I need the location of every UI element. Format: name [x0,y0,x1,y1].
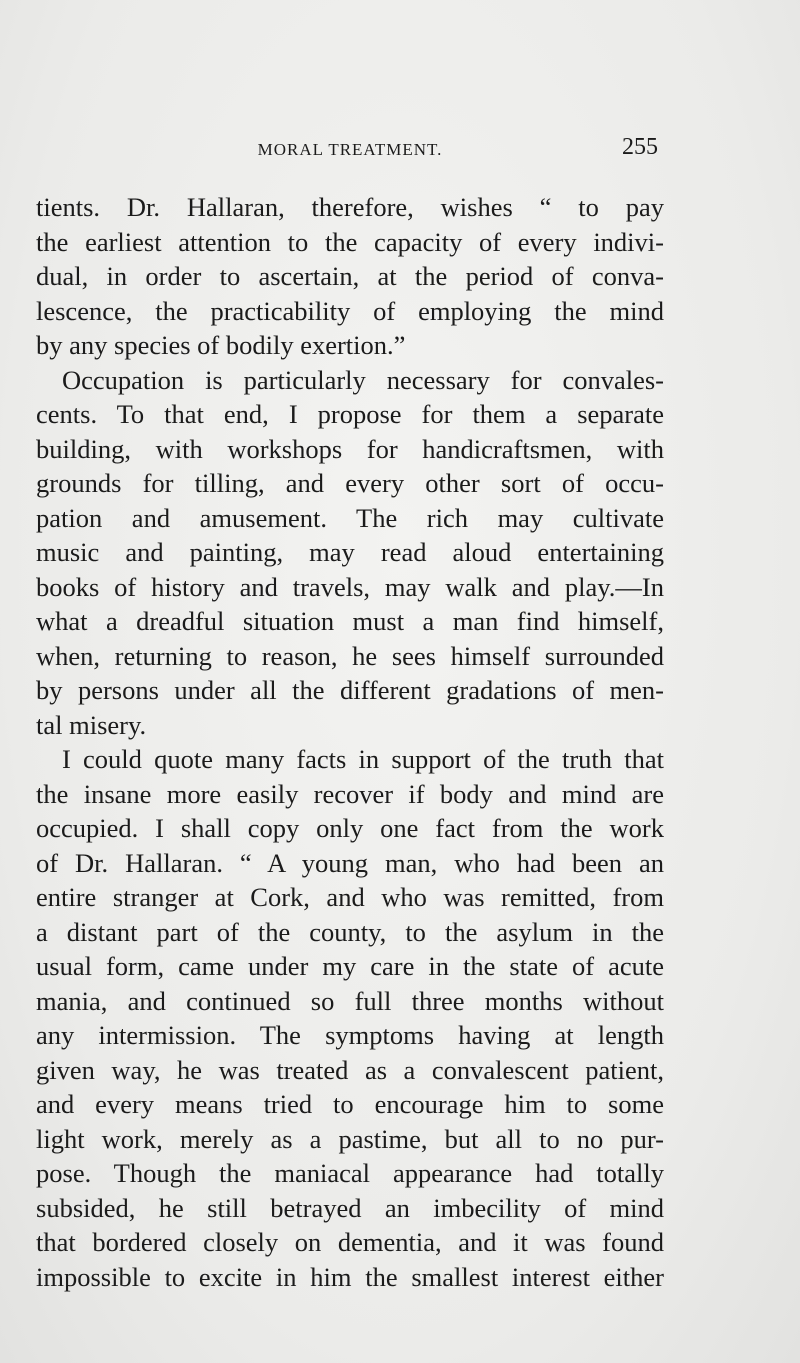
text-line: of Dr. Hallaran. “ A young man, who had been an [36,847,664,878]
text-line: dual, in order to ascertain, at the period of conva- [36,261,664,291]
text-line: the insane more easily recover if body and mind are [36,778,664,809]
text-line: impossible to excite in him the smallest interest either [36,1261,664,1292]
text-line: light work, merely as a pastime, but all to no pur- [36,1123,664,1154]
text-line: usual form, came under my care in the state of acute [36,951,664,981]
text-line: a distant part of the county, to the asylum in the [36,916,664,947]
text-line: and every means tried to encourage him to some [36,1089,664,1119]
text-line: the earliest attention to the capacity of every indivi- [36,226,664,257]
text-line: tients. Dr. Hallaran, therefore, wishes “ to pay [36,192,664,222]
paragraph-start-line: Occupation is particularly necessary for convales- [62,364,664,395]
text-line: grounds for tilling, and every other sort of occu- [36,468,664,498]
text-line: subsided, he still betrayed an imbecility of mind [36,1192,664,1223]
page-number: 255 [622,134,658,160]
body-text [36,190,664,1294]
text-line: by persons under all the different gradations of men- [36,675,664,705]
running-head: MORAL TREATMENT. [257,140,443,159]
text-line: music and painting, may read aloud entertaining [36,537,664,567]
text-line: that bordered closely on dementia, and it was found [36,1227,664,1257]
text-line: entire stranger at Cork, and who was remitted, from [36,882,664,912]
text-line: books of history and travels, may walk and play.—In [36,571,664,602]
text-line: tal misery. [36,709,147,740]
text-line: mania, and continued so full three months without [36,985,664,1016]
text-line: any intermission. The symptoms having at length [36,1020,664,1050]
text-line: lescence, the practicability of employing the mind [36,295,664,326]
paragraph-start-line: I could quote many facts in support of the truth that [62,744,664,774]
text-line: pation and amusement. The rich may cultivate [36,502,664,533]
text-line: by any species of bodily exertion.” [36,330,406,360]
text-line: pose. Though the maniacal appearance had totally [36,1158,664,1188]
page-header [36,134,664,164]
text-line: when, returning to reason, he sees himself surrounded [36,640,664,671]
text-line: cents. To that end, I propose for them a separate [36,399,664,429]
text-line: building, with workshops for handicraftsmen, with [36,433,664,464]
text-line: what a dreadful situation must a man find himself, [36,606,664,636]
text-line: occupied. I shall copy only one fact from the work [36,813,664,843]
text-line: given way, he was treated as a convalescent patient, [36,1054,664,1085]
